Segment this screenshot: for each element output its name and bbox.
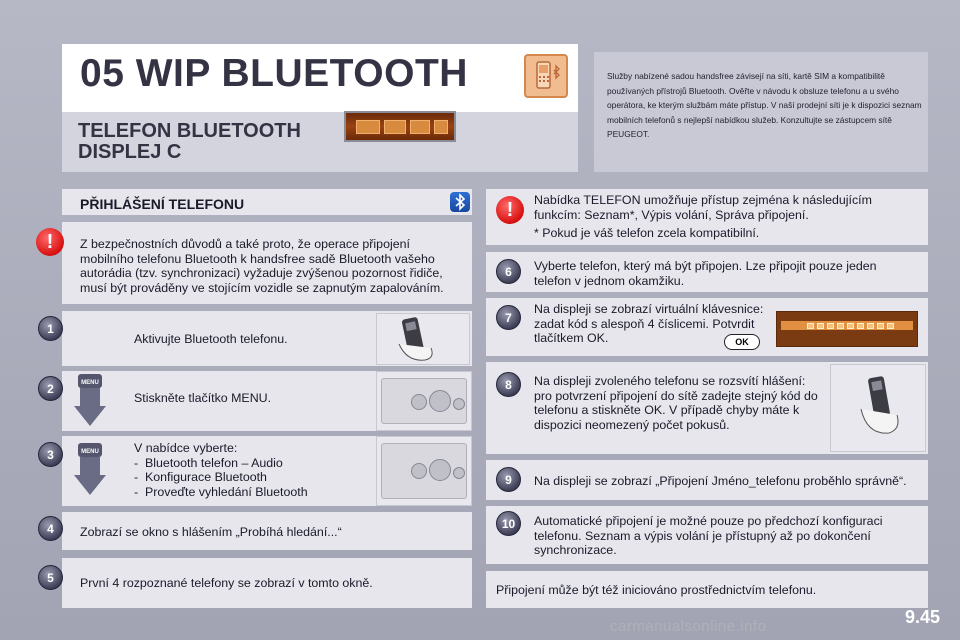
radio-panel-image xyxy=(376,371,472,431)
step-4-text: Zobrazí se okno s hlášením „Probíhá hledání...“ xyxy=(80,525,342,539)
bluetooth-icon xyxy=(450,192,470,212)
footer-note-text: Připojení může být též iniciováno prostřednictvím telefonu. xyxy=(496,583,817,597)
step-7-text: Na displeji se zobrazí virtuální klávesnice: zadat kód s alespoň 4 číslicemi. Potvrdit tlačítkem OK. xyxy=(534,302,764,345)
step-8-badge: 8 xyxy=(496,372,521,397)
page-title: 05 WIP BLUETOOTH xyxy=(80,52,468,95)
phone-icon xyxy=(526,56,566,96)
intro-text: Služby nabízené sadou handsfree závisejí na síti, kartě SIM a kompatibilitě používaných přístrojů Bluetooth. Ověřte v návodu k obsluze telefonu a u svého operátora, ke kterým službám máte přístup. V naší prodejní síti je k dispozici seznam mobilních telefonů s nejlepší nabídkou služeb. Konzultujte se zástupcem sítě PEUGEOT. xyxy=(607,71,922,139)
step-3-badge: 3 xyxy=(38,442,63,467)
step-6-text: Vyberte telefon, který má být připojen. Lze připojit pouze jeden telefon v jednom okamžiku. xyxy=(534,259,877,288)
menu-button-arrow-icon xyxy=(72,372,108,428)
step-3-option: - Proveďte vyhledání Bluetooth xyxy=(134,484,308,499)
step-5-text: První 4 rozpoznané telefony se zobrazí v tomto okně. xyxy=(80,576,373,590)
radio-panel-image-2 xyxy=(376,436,472,506)
hand-phone-image xyxy=(376,313,470,365)
subtitle-line-1: TELEFON BLUETOOTH xyxy=(78,120,301,142)
step-4-badge: 4 xyxy=(38,516,63,541)
step-9-text: Na displeji se zobrazí „Připojení Jméno_telefonu proběhlo správně“. xyxy=(534,474,907,488)
page-subtitle xyxy=(78,121,301,163)
subtitle-line-2: DISPLEJ C xyxy=(78,141,182,163)
ok-button-icon: OK xyxy=(724,334,760,350)
step-1-text: Aktivujte Bluetooth telefonu. xyxy=(134,332,288,346)
bluetooth-phone-icon xyxy=(524,54,568,98)
page-number: 9.45 xyxy=(904,607,940,627)
warning-icon-2: ! xyxy=(496,196,524,224)
virtual-keypad-image xyxy=(776,311,918,347)
watermark: carmanualsonline.info xyxy=(610,618,767,635)
step-5-badge: 5 xyxy=(38,565,63,590)
hand-phone-image-2 xyxy=(830,364,926,452)
step-9-badge: 9 xyxy=(496,467,521,492)
menu-button-arrow-icon-2 xyxy=(72,441,108,497)
step-1-badge: 1 xyxy=(38,316,63,341)
menu-label-2: MENU xyxy=(81,449,99,455)
step-10-text: Automatické připojení je možné pouze po předchozí konfiguraci telefonu. Seznam a výpis volání je přístupný až po dokončení synchronizace. xyxy=(534,514,883,557)
step-3-option: - Bluetooth telefon – Audio xyxy=(134,455,283,470)
step-3-option: - Konfigurace Bluetooth xyxy=(134,470,267,484)
step-3-intro: V nabídce vyberte: xyxy=(134,441,238,455)
notice-text: Nabídka TELEFON umožňuje přístup zejména k následujícím funkcím: Seznam*, Výpis volání, Správa připojení. xyxy=(534,193,872,222)
notice-footnote: * Pokud je váš telefon zcela kompatibilní. xyxy=(534,226,760,240)
section-title: PŘIHLÁŠENÍ TELEFONU xyxy=(80,196,245,212)
step-2-text: Stiskněte tlačítko MENU. xyxy=(134,391,272,405)
step-3-options xyxy=(134,456,370,500)
step-7-badge: 7 xyxy=(496,305,521,330)
warning-icon: ! xyxy=(36,228,64,256)
step-3-text xyxy=(134,441,370,499)
step-6-badge: 6 xyxy=(496,259,521,284)
step-8-text: Na displeji zvoleného telefonu se rozsvítí hlášení: pro potvrzení připojení do sítě zadejte stejný kód do telefonu a stiskněte OK. V případě chyby máte k dispozici neomezený počet pokusů. xyxy=(534,374,818,432)
menu-label: MENU xyxy=(81,380,99,386)
display-c-icon xyxy=(344,111,456,142)
step-2-badge: 2 xyxy=(38,376,63,401)
step-10-badge: 10 xyxy=(496,511,521,536)
safety-warning-text: Z bezpečnostních důvodů a také proto, že operace připojení mobilního telefonu Bluetooth k handsfree sadě Bluetooth vašeho autorádia (tzv. synchronizaci) vyžaduje zvýšenou pozornost řidiče, musí být prováděny ve stojícím vozidle se zapnutým zapalováním. xyxy=(80,237,444,295)
